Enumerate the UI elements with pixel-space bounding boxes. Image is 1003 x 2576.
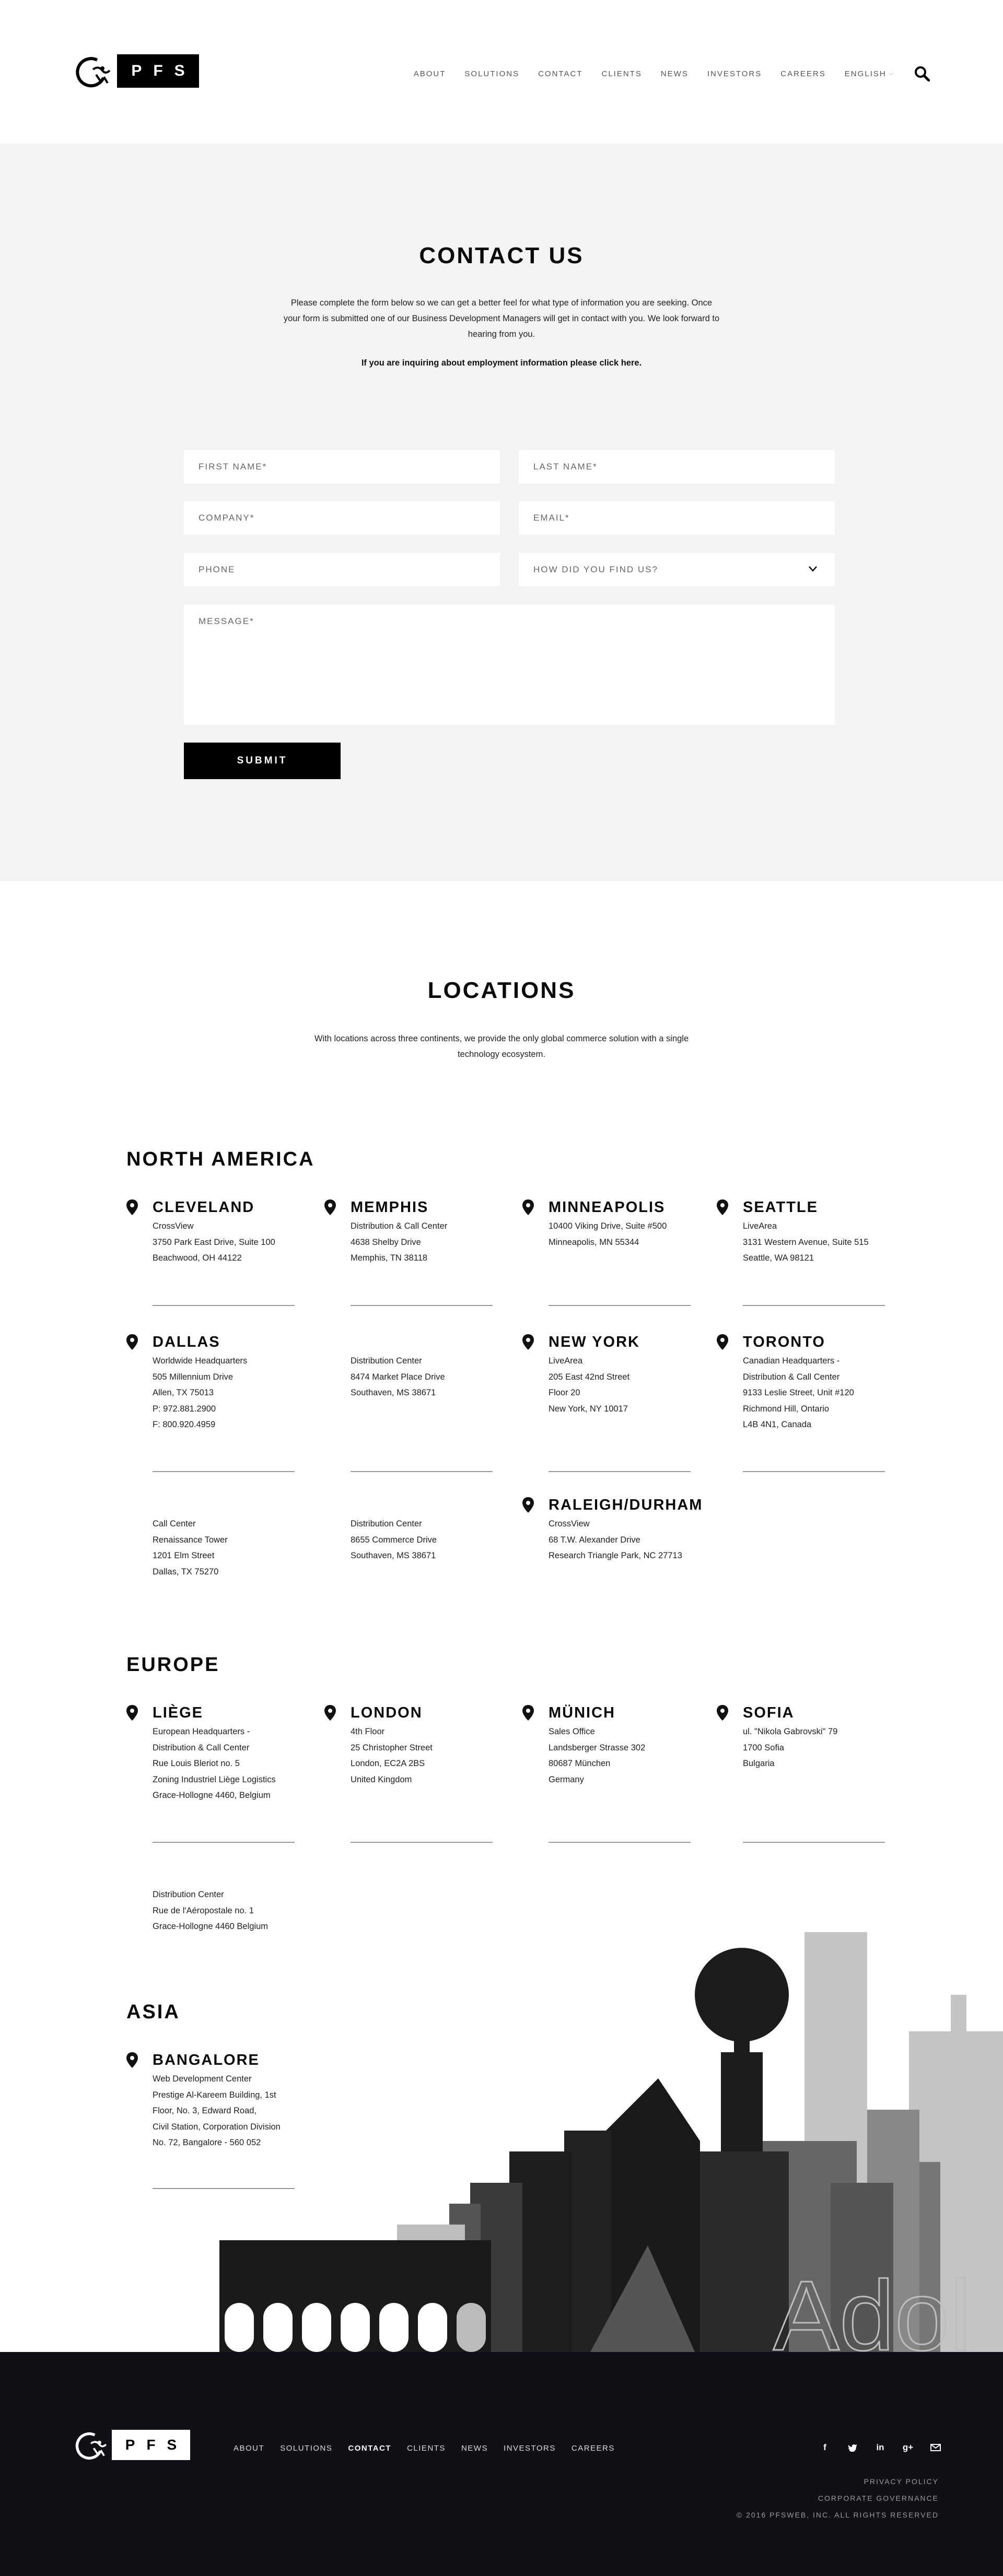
address-line: United Kingdom bbox=[351, 1774, 412, 1784]
location-card bbox=[549, 1199, 690, 1250]
nav-clients[interactable]: CLIENTS bbox=[601, 69, 642, 78]
address-line: Distribution Center bbox=[351, 1519, 422, 1528]
map-pin-icon bbox=[126, 2052, 138, 2068]
site-header bbox=[0, 0, 1003, 144]
address-line: Allen, TX 75013 bbox=[153, 1388, 214, 1397]
address-line: Grace-Hollogne 4460 Belgium bbox=[153, 1922, 269, 1931]
locations-title: LOCATIONS bbox=[427, 978, 576, 1003]
address-line: LiveArea bbox=[549, 1356, 583, 1366]
location-address bbox=[153, 1724, 294, 1804]
address-line: Rue de l'Aéropostale no. 1 bbox=[153, 1905, 254, 1915]
location-card bbox=[549, 1705, 690, 1787]
nav-news[interactable]: NEWS bbox=[660, 69, 689, 78]
how-found-select[interactable] bbox=[519, 553, 835, 586]
address-line: Worldwide Headquarters bbox=[153, 1356, 248, 1366]
address-line: L4B 4N1, Canada bbox=[743, 1420, 812, 1429]
chevron-down-icon: ⌵ bbox=[889, 70, 894, 77]
map-pin-icon bbox=[522, 1497, 534, 1513]
location-card bbox=[153, 1516, 294, 1580]
search-icon[interactable] bbox=[914, 66, 930, 81]
location-city: NEW YORK bbox=[549, 1334, 640, 1350]
address-line: 25 Christopher Street bbox=[351, 1743, 433, 1752]
address-line: 8655 Commerce Drive bbox=[351, 1535, 437, 1545]
skyline-sign-text: Adol bbox=[773, 2261, 972, 2352]
twitter-icon[interactable] bbox=[847, 2442, 858, 2453]
address-line: Civil Station, Corporation Division bbox=[153, 2122, 281, 2132]
address-line: Renaissance Tower bbox=[153, 1535, 228, 1545]
contact-title: CONTACT US bbox=[419, 243, 584, 268]
map-pin-icon bbox=[717, 1705, 728, 1721]
region-north-america: NORTH AMERICA bbox=[126, 1148, 315, 1170]
address-line: Distribution Center bbox=[153, 1890, 224, 1899]
location-city: SOFIA bbox=[743, 1704, 795, 1721]
footer-nav-investors[interactable]: INVESTORS bbox=[503, 2444, 556, 2453]
address-line: 4638 Shelby Drive bbox=[351, 1237, 421, 1247]
footer-nav-clients[interactable]: CLIENTS bbox=[407, 2444, 446, 2453]
location-card bbox=[743, 1334, 884, 1433]
phone-field[interactable] bbox=[184, 553, 500, 586]
map-pin-icon bbox=[717, 1199, 728, 1215]
locations-intro: With locations across three continents, we provide the only global commerce solution with a single technology ecosystem. bbox=[314, 1034, 689, 1059]
location-address bbox=[351, 1353, 492, 1401]
divider bbox=[549, 1305, 691, 1306]
address-line: Beachwood, OH 44122 bbox=[153, 1253, 242, 1263]
pfs-logo[interactable] bbox=[73, 54, 199, 88]
location-card bbox=[743, 1705, 884, 1772]
location-city: BANGALORE bbox=[153, 2052, 260, 2068]
address-line: F: 800.920.4959 bbox=[153, 1420, 216, 1429]
nav-contact[interactable]: CONTACT bbox=[538, 69, 583, 78]
footer-nav-solutions[interactable]: SOLUTIONS bbox=[280, 2444, 333, 2453]
address-line: ul. "Nikola Gabrovski" 79 bbox=[743, 1727, 838, 1736]
map-pin-icon bbox=[717, 1334, 728, 1350]
map-pin-icon bbox=[126, 1705, 138, 1721]
address-line: Distribution & Call Center bbox=[153, 1743, 250, 1752]
address-line: 80687 München bbox=[549, 1759, 611, 1768]
footer-nav-careers[interactable]: CAREERS bbox=[571, 2444, 615, 2453]
nav-about[interactable]: ABOUT bbox=[413, 69, 446, 78]
address-line: Seattle, WA 98121 bbox=[743, 1253, 814, 1263]
location-city: DALLAS bbox=[153, 1334, 220, 1350]
location-address bbox=[153, 1218, 294, 1266]
address-line: Canadian Headquarters - bbox=[743, 1356, 840, 1366]
footer-nav-contact[interactable]: CONTACT bbox=[348, 2444, 392, 2453]
nav-careers[interactable]: CAREERS bbox=[780, 69, 826, 78]
address-line: 1201 Elm Street bbox=[153, 1551, 215, 1560]
location-card bbox=[153, 1705, 294, 1804]
address-line: Floor 20 bbox=[549, 1388, 580, 1397]
address-line: Prestige Al-Kareem Building, 1st bbox=[153, 2090, 276, 2100]
address-line: 505 Millennium Drive bbox=[153, 1372, 234, 1382]
contact-section bbox=[0, 144, 1003, 881]
footer-nav bbox=[234, 2444, 631, 2453]
last-name-placeholder: LAST NAME* bbox=[533, 462, 598, 472]
chevron-down-icon bbox=[808, 563, 818, 574]
location-card bbox=[153, 1887, 294, 1935]
location-city: RALEIGH/DURHAM bbox=[549, 1497, 703, 1513]
address-line: Research Triangle Park, NC 27713 bbox=[549, 1551, 682, 1560]
message-textarea[interactable] bbox=[184, 605, 835, 725]
location-address bbox=[743, 1724, 884, 1772]
location-city: MEMPHIS bbox=[351, 1199, 429, 1216]
address-line: 205 East 42nd Street bbox=[549, 1372, 630, 1382]
location-address bbox=[153, 1887, 294, 1935]
divider bbox=[153, 1842, 295, 1843]
address-line: CrossView bbox=[153, 1221, 194, 1231]
address-line: London, EC2A 2BS bbox=[351, 1759, 425, 1768]
location-card bbox=[549, 1334, 690, 1417]
facebook-icon[interactable]: f bbox=[823, 2442, 826, 2452]
location-address bbox=[351, 1218, 492, 1266]
location-city: LIÈGE bbox=[153, 1704, 204, 1721]
location-city: MÜNICH bbox=[549, 1704, 615, 1721]
map-pin-icon bbox=[522, 1334, 534, 1350]
address-line: No. 72, Bangalore - 560 052 bbox=[153, 2138, 261, 2147]
location-card bbox=[351, 1199, 492, 1266]
nav-solutions[interactable]: SOLUTIONS bbox=[464, 69, 520, 78]
location-address bbox=[153, 2071, 294, 2151]
address-line: P: 972.881.2900 bbox=[153, 1404, 216, 1414]
footer-legal bbox=[737, 2473, 939, 2523]
divider bbox=[351, 1842, 493, 1843]
address-line: Germany bbox=[549, 1774, 584, 1784]
location-card bbox=[153, 1334, 294, 1433]
email-field[interactable] bbox=[519, 501, 835, 535]
location-card bbox=[351, 1705, 492, 1787]
footer-logo[interactable] bbox=[73, 2429, 190, 2461]
map-pin-icon bbox=[126, 1199, 138, 1215]
footer-nav-about[interactable]: ABOUT bbox=[234, 2444, 265, 2453]
address-line: 1700 Sofia bbox=[743, 1743, 784, 1752]
locations-section bbox=[0, 881, 1003, 2352]
map-pin-icon bbox=[324, 1705, 336, 1721]
location-address bbox=[153, 1353, 294, 1433]
map-pin-icon bbox=[522, 1199, 534, 1215]
location-city: TORONTO bbox=[743, 1334, 825, 1350]
location-address bbox=[743, 1218, 884, 1266]
footer-logo-wordmark: PFS bbox=[112, 2430, 190, 2460]
location-address bbox=[549, 1218, 690, 1250]
footer-nav-news[interactable]: NEWS bbox=[461, 2444, 488, 2453]
submit-button[interactable]: SUBMIT bbox=[184, 743, 341, 779]
email-icon[interactable] bbox=[930, 2442, 941, 2453]
address-line: Floor, No. 3, Edward Road, bbox=[153, 2106, 257, 2115]
corporate-governance-link[interactable]: CORPORATE GOVERNANCE bbox=[818, 2494, 939, 2502]
location-address bbox=[351, 1724, 492, 1787]
address-line: Southaven, MS 38671 bbox=[351, 1551, 436, 1560]
location-card bbox=[351, 1353, 492, 1401]
address-line: Distribution & Call Center bbox=[743, 1372, 840, 1382]
address-line: Minneapolis, MN 55344 bbox=[549, 1237, 639, 1247]
divider bbox=[351, 1305, 493, 1306]
contact-intro: Please complete the form below so we can get a better feel for what type of information you are seeking. Once your form is submitted one of our Business Development Managers will get in contact with you. We look forward to hearing from you. bbox=[283, 298, 720, 339]
address-line: 9133 Leslie Street, Unit #120 bbox=[743, 1388, 854, 1397]
how-found-placeholder: HOW DID YOU FIND US? bbox=[533, 564, 658, 574]
location-address bbox=[351, 1516, 492, 1564]
address-line: 68 T.W. Alexander Drive bbox=[549, 1535, 640, 1545]
divider bbox=[549, 1842, 691, 1843]
address-line: Grace-Hollogne 4460, Belgium bbox=[153, 1791, 271, 1800]
location-address bbox=[549, 1516, 690, 1564]
address-line: Dallas, TX 75270 bbox=[153, 1567, 219, 1577]
logo-wordmark: PFS bbox=[117, 54, 199, 88]
city-skyline-illustration bbox=[0, 1932, 1003, 2352]
privacy-policy-link[interactable]: PRIVACY POLICY bbox=[864, 2477, 939, 2486]
location-city: CLEVELAND bbox=[153, 1199, 255, 1216]
social-links bbox=[803, 2442, 941, 2453]
address-line: 8474 Market Place Drive bbox=[351, 1372, 445, 1382]
first-name-placeholder: FIRST NAME* bbox=[199, 462, 267, 472]
logo-globe-icon bbox=[73, 2429, 110, 2461]
address-line: Web Development Center bbox=[153, 2074, 252, 2084]
location-card bbox=[153, 1199, 294, 1266]
language-selector[interactable] bbox=[845, 69, 894, 78]
address-line: CrossView bbox=[549, 1519, 590, 1528]
divider bbox=[743, 1471, 885, 1472]
location-card bbox=[351, 1516, 492, 1564]
address-line: 10400 Viking Drive, Suite #500 bbox=[549, 1221, 667, 1231]
google-plus-icon[interactable]: g+ bbox=[902, 2442, 914, 2452]
divider bbox=[549, 1471, 691, 1472]
employment-link[interactable]: If you are inquiring about employment information please click here. bbox=[361, 358, 642, 368]
address-line: Zoning Industriel Liège Logistics bbox=[153, 1774, 276, 1784]
region-asia: ASIA bbox=[126, 2001, 180, 2023]
last-name-field[interactable] bbox=[519, 450, 835, 484]
address-line: Bulgaria bbox=[743, 1759, 775, 1768]
location-city: MINNEAPOLIS bbox=[549, 1199, 666, 1216]
email-placeholder: EMAIL* bbox=[533, 513, 570, 523]
location-address bbox=[153, 1516, 294, 1580]
phone-placeholder: PHONE bbox=[199, 564, 236, 574]
location-card bbox=[549, 1497, 703, 1564]
main-nav bbox=[395, 66, 930, 81]
location-address bbox=[549, 1724, 690, 1787]
first-name-field[interactable] bbox=[184, 450, 500, 484]
address-line: European Headquarters - bbox=[153, 1727, 250, 1736]
location-city: LONDON bbox=[351, 1704, 423, 1721]
divider bbox=[743, 1842, 885, 1843]
address-line: Richmond Hill, Ontario bbox=[743, 1404, 830, 1414]
address-line: 4th Floor bbox=[351, 1727, 385, 1736]
address-line: 3750 Park East Drive, Suite 100 bbox=[153, 1237, 275, 1247]
location-card bbox=[743, 1199, 884, 1266]
site-footer bbox=[0, 2352, 1003, 2576]
divider bbox=[153, 1471, 295, 1472]
address-line: 3131 Western Avenue, Suite 515 bbox=[743, 1237, 869, 1247]
map-pin-icon bbox=[522, 1705, 534, 1721]
divider bbox=[743, 1305, 885, 1306]
company-field[interactable] bbox=[184, 501, 500, 535]
address-line: Call Center bbox=[153, 1519, 196, 1528]
address-line: Memphis, TN 38118 bbox=[351, 1253, 428, 1263]
language-label: ENGLISH bbox=[844, 69, 887, 78]
map-pin-icon bbox=[324, 1199, 336, 1215]
divider bbox=[153, 2188, 295, 2189]
address-line: Rue Louis Bleriot no. 5 bbox=[153, 1759, 240, 1768]
address-line: Distribution & Call Center bbox=[351, 1221, 448, 1231]
nav-investors[interactable]: INVESTORS bbox=[707, 69, 762, 78]
location-city: SEATTLE bbox=[743, 1199, 818, 1216]
address-line: Landsberger Strasse 302 bbox=[549, 1743, 646, 1752]
address-line: New York, NY 10017 bbox=[549, 1404, 628, 1414]
message-placeholder: MESSAGE* bbox=[199, 616, 254, 626]
divider bbox=[153, 1305, 295, 1306]
copyright-text: © 2016 PFSWEB, INC. ALL RIGHTS RESERVED bbox=[736, 2511, 939, 2519]
location-address bbox=[743, 1353, 884, 1433]
map-pin-icon bbox=[126, 1334, 138, 1350]
address-line: LiveArea bbox=[743, 1221, 777, 1231]
logo-globe-icon bbox=[73, 54, 114, 88]
linkedin-icon[interactable]: in bbox=[876, 2442, 884, 2452]
address-line: Southaven, MS 38671 bbox=[351, 1388, 436, 1397]
location-address bbox=[549, 1353, 690, 1417]
address-line: Sales Office bbox=[549, 1727, 595, 1736]
divider bbox=[351, 1471, 493, 1472]
location-card bbox=[153, 2052, 294, 2151]
address-line: Distribution Center bbox=[351, 1356, 422, 1366]
region-europe: EUROPE bbox=[126, 1654, 220, 1676]
company-placeholder: COMPANY* bbox=[199, 513, 255, 523]
